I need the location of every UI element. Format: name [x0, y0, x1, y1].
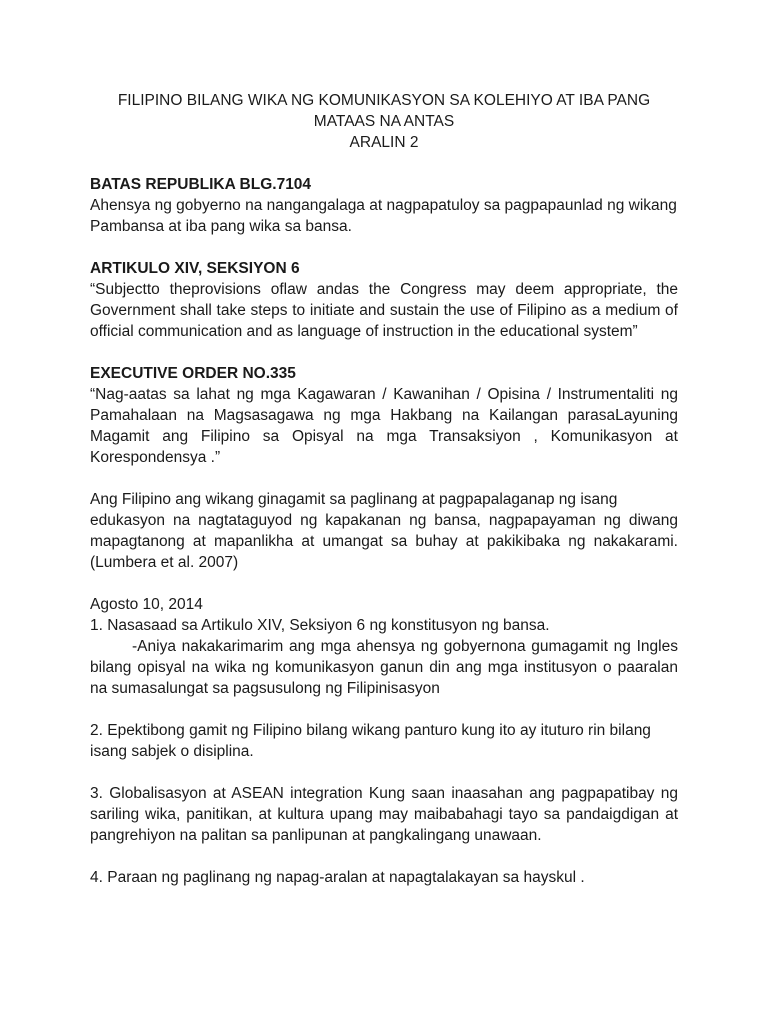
- definition-first-line: Ang Filipino ang wikang ginagamit sa paglinang at pagpapalaganap ng isang: [90, 491, 618, 508]
- note-item-1-detail: -Aniya nakakarimarim ang mga ahensya ng gobyernona gumagamit ng Ingles bilang opisyal na wika ng komunikasyon ganun din ang mga institusyon o paaralan na sumasalungat sa pagsusulong ng Filipinisasyon: [90, 638, 678, 697]
- notes-date: Agosto 10, 2014: [90, 596, 203, 613]
- batas-heading: BATAS REPUBLIKA BLG.7104: [90, 176, 312, 193]
- lesson-label: ARALIN 2: [349, 134, 419, 151]
- document-page: [90, 90, 678, 888]
- artikulo-body: “Subjectto theprovisions oflaw andas the Congress may deem appropriate, the Government shall take steps to initiate and sustain the use of Filipino as a medium of official communication and as language of instruction in the educational system”: [90, 281, 678, 340]
- note-item-3: 3. Globalisasyon at ASEAN integration Kung saan inaasahan ang pagpapatibay ng sariling wika, panitikan, at kultura upang may maibabahagi tayo sa pandaigdigan at pangrehiyon na palitan sa panlipunan at pangkalingang unawaan.: [90, 785, 678, 844]
- note-item-2: 2. Epektibong gamit ng Filipino bilang wikang panturo kung ito ay ituturo rin bilang isang sabjek o disiplina.: [90, 722, 651, 760]
- executive-order-body: “Nag-aatas sa lahat ng mga Kagawaran / Kawanihan / Opisina / Instrumentaliti ng Pamahalaan na Magsasagawa ng mga Hakbang na Kailangan parasaLayuning Magamit ang Filipino sa Opisyal na mga Transaksiyon , Komunikasyon at Korespondensya .”: [90, 386, 678, 466]
- document-title: FILIPINO BILANG WIKA NG KOMUNIKASYON SA KOLEHIYO AT IBA PANG MATAAS NA ANTAS: [117, 92, 651, 130]
- definition-body: edukasyon na nagtataguyod ng kapakanan ng bansa, nagpapayaman ng diwang mapagtanong at mapanlikha at umangat sa buhay at pakikibaka ng nakakarami. (Lumbera et al. 2007): [90, 512, 678, 571]
- note-item-1: 1. Nasasaad sa Artikulo XIV, Seksiyon 6 ng konstitusyon ng bansa.: [90, 617, 550, 634]
- title-block: [90, 90, 678, 153]
- batas-body: Ahensya ng gobyerno na nangangalaga at nagpapatuloy sa pagpapaunlad ng wikang Pambansa at iba pang wika sa bansa.: [90, 197, 677, 235]
- executive-order-heading: EXECUTIVE ORDER NO.335: [90, 365, 296, 382]
- note-item-4: 4. Paraan ng paglinang ng napag-aralan at napagtalakayan sa hayskul .: [90, 869, 585, 886]
- artikulo-heading: ARTIKULO XIV, SEKSIYON 6: [90, 260, 300, 277]
